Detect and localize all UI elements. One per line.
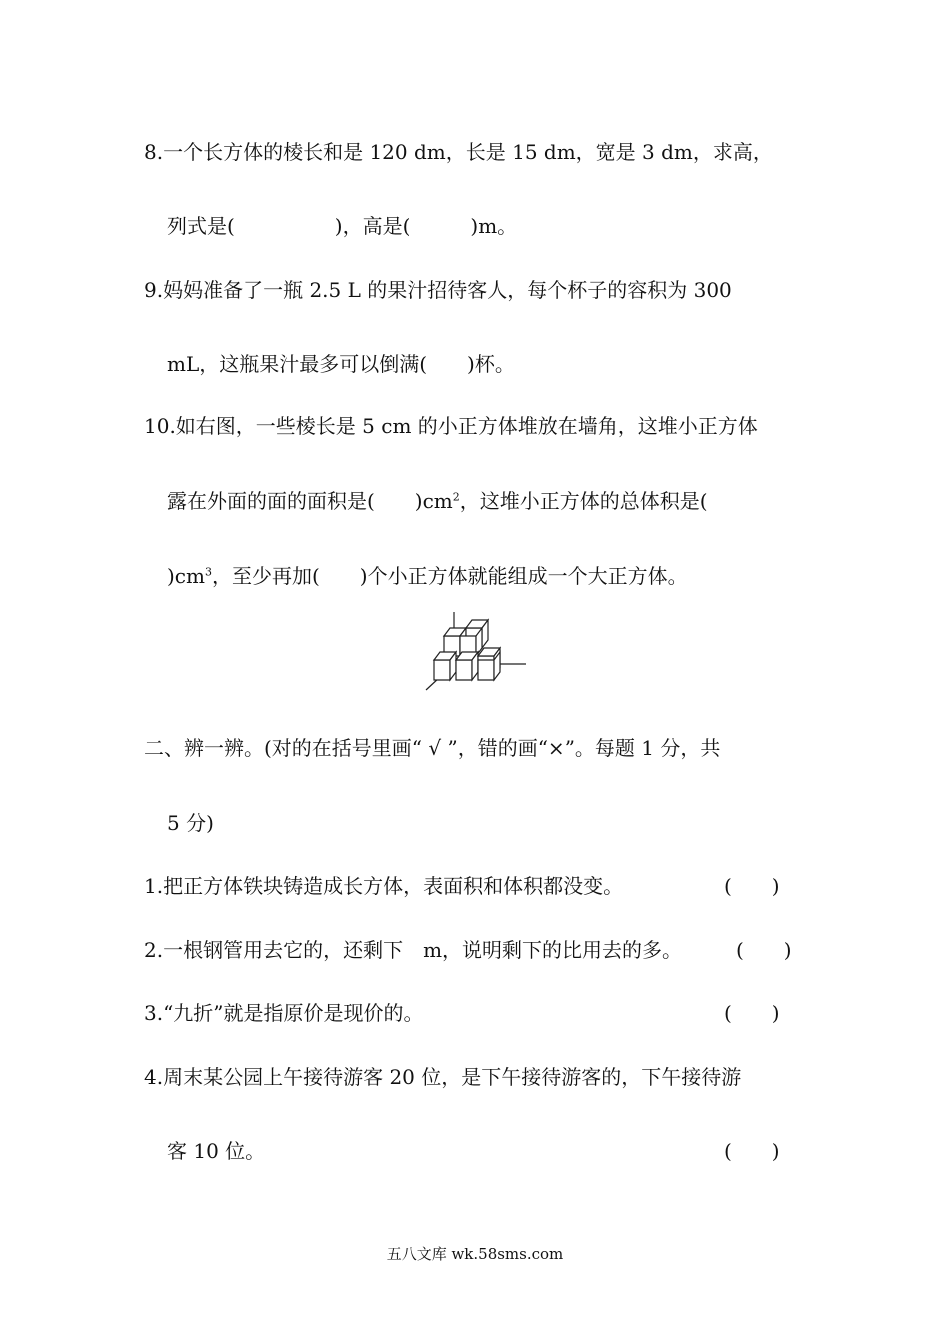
q8-line2: 列式是( )，高是( )m。 xyxy=(167,214,518,238)
q10-line3-b: ，至少再加( )个小正方体就能组成一个大正方体。 xyxy=(211,564,688,588)
tf-item-2-text: 2.一根钢管用去它的，还剩下 m，说明剩下的比用去的多。 xyxy=(144,938,683,962)
q8-line1: 8.一个长方体的棱长和是 120 dm，长是 15 dm，宽是 3 dm，求高， xyxy=(144,140,773,164)
tf-item-1-text: 1.把正方体铁块铸造成长方体，表面积和体积都没变。 xyxy=(144,874,624,898)
section2-heading-line2: 5 分) xyxy=(167,811,214,835)
cube-bottom-2 xyxy=(456,652,478,680)
q9-line1: 9.妈妈准备了一瓶 2.5 L 的果汁招待客人，每个杯子的容积为 300 xyxy=(144,278,732,302)
q10-line3 xyxy=(167,563,688,589)
q10-line2-a: 露在外面的面的面积是( )cm xyxy=(167,489,453,513)
q10-line2-b: ，这堆小正方体的总体积是( xyxy=(459,489,708,513)
tf-item-4-answer-blank: ( ) xyxy=(724,1139,780,1163)
tf-item-4-text: 4.周末某公园上午接待游客 20 位，是下午接待游客的，下午接待游 xyxy=(144,1065,742,1089)
footer-watermark: 五八文库 wk.58sms.com xyxy=(386,1245,564,1263)
cube-stack-figure xyxy=(420,608,532,696)
q10-line1: 10.如右图，一些棱长是 5 cm 的小正方体堆放在墙角，这堆小正方体 xyxy=(144,414,758,438)
q9-line2: mL，这瓶果汁最多可以倒满( )杯。 xyxy=(167,352,515,376)
section2-heading-line1: 二、辨一辨。(对的在括号里画“ √ ”，错的画“×”。每题 1 分，共 xyxy=(144,736,721,760)
q10-area-unit-exponent: 2 xyxy=(452,490,460,504)
tf-item-4-text-cont: 客 10 位。 xyxy=(167,1139,266,1163)
tf-item-1-answer-blank: ( ) xyxy=(724,874,780,898)
q10-line3-a: )cm xyxy=(167,564,205,588)
cube-bottom-1 xyxy=(434,652,456,680)
tf-item-3-text: 3.“九折”就是指原价是现价的。 xyxy=(144,1001,424,1025)
tf-item-2-answer-blank: ( ) xyxy=(736,938,792,962)
tf-item-3-answer-blank: ( ) xyxy=(724,1001,780,1025)
q10-line2 xyxy=(167,488,708,514)
q10-volume-unit-exponent: 3 xyxy=(204,565,212,579)
